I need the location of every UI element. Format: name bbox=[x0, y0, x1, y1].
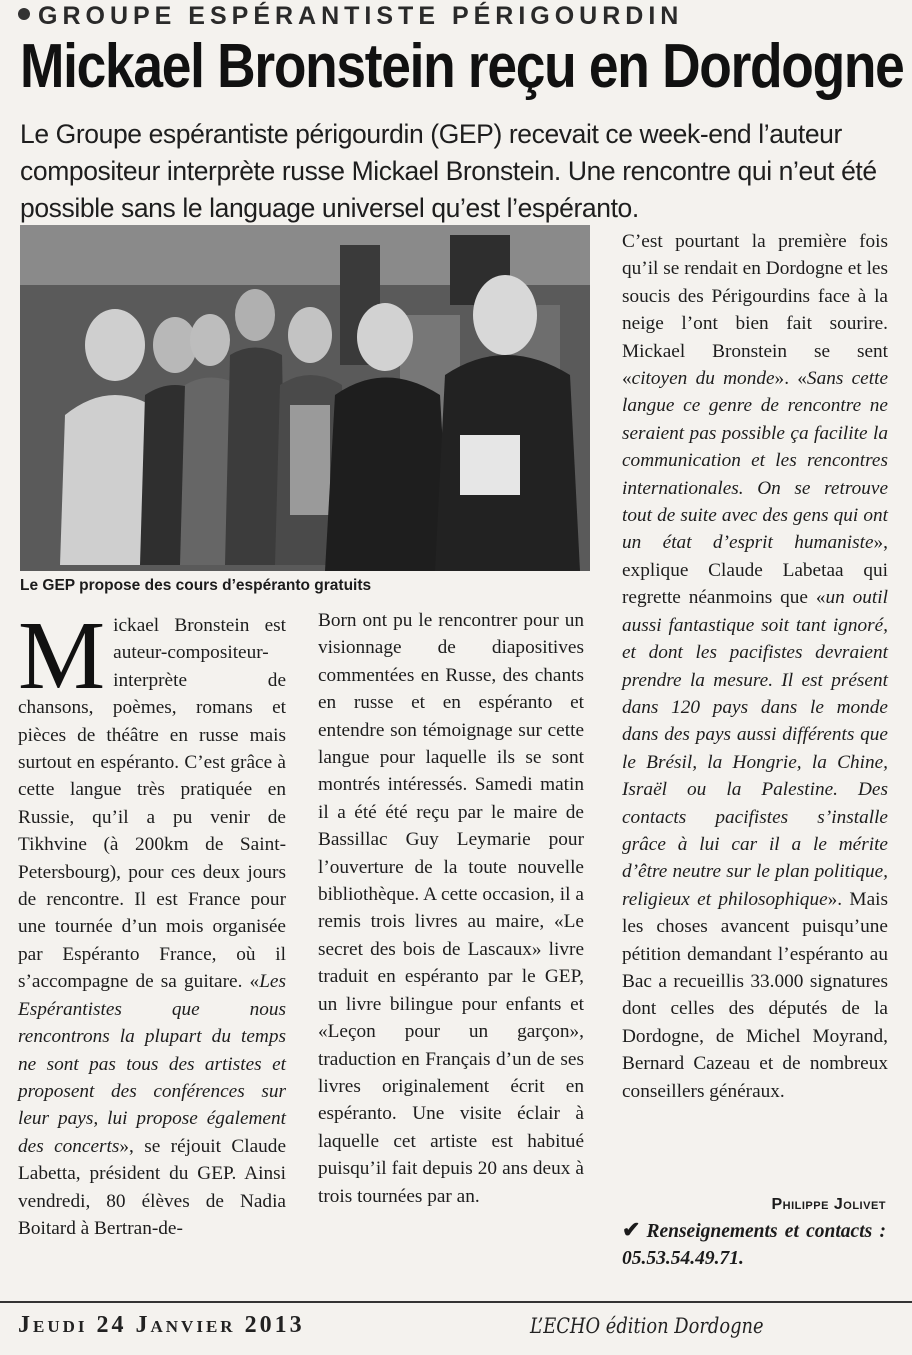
article-column-1 bbox=[18, 602, 286, 1242]
lead-paragraph: Le Groupe espérantiste périgourdin (GEP) recevait ce week-end l’auteur compositeur interprète russe Mickael Bronstein. Une rencontre qui n’eut été possible sans le language universel qu’est l’espéranto. bbox=[20, 119, 877, 223]
photo-illustration bbox=[20, 225, 590, 571]
kicker-text: GROUPE ESPÉRANTISTE PÉRIGOURDIN bbox=[38, 2, 684, 30]
photo-caption: Le GEP propose des cours d’espéranto gratuits bbox=[20, 577, 372, 594]
bullet-dot-icon bbox=[18, 8, 30, 20]
column-2-text: Born ont pu le rencontrer pour un visionnage de diapositives commentées en Russe, des chants en russe et en espéranto et entendre son témoignage sur cette langue pour laquelle ils se sont montrés intéressés. Samedi matin il a été été reçu par le maire de Bassillac Guy Leymarie pour l’ouverture de la toute nouvelle bibliothèque. A cette occasion, il a remis trois livres au maire, «Le secret des bois de Lascaux» livre traduit en espéranto par le GEP, un livre bilingue pour enfants et «Leçon pour un garçon», traduction en Français d’un de ses livres originalement écrit en espéranto. Une visite éclair à laquelle cet artiste est habitué puisqu’il fait depuis 20 ans deux à trois tournées par an. bbox=[318, 610, 584, 1207]
contact-info bbox=[622, 1216, 886, 1272]
contact-info-text: Renseignements et contacts : 05.53.54.49.71. bbox=[622, 1221, 886, 1269]
column-3-text-c: », explique Claude Labetaa qui regrette néanmoins que « bbox=[622, 532, 888, 609]
publication-source: L’ECHO édition Dordogne bbox=[530, 1314, 764, 1338]
publication-date: Jeudi 24 Janvier 2013 bbox=[18, 1312, 305, 1338]
column-1-quote: Les Espérantistes que nous rencontrons la plupart du temps ne sont pas tous des artistes et proposent des conférences sur leur pays, lui propose également des concerts bbox=[18, 971, 286, 1157]
dropcap-letter: M bbox=[18, 602, 106, 710]
footer-divider bbox=[0, 1301, 912, 1303]
check-mark-icon: ✔ bbox=[622, 1217, 641, 1242]
column-3-quote-a: citoyen du monde bbox=[631, 368, 775, 390]
article-column-2 bbox=[318, 607, 584, 1210]
group-photo-image bbox=[20, 225, 590, 571]
kicker bbox=[18, 2, 683, 31]
column-3-text-b: ». « bbox=[774, 368, 807, 390]
column-3-quote-b: Sans cette langue ce genre de rencontre ne seraient pas possible ça facilite la communication et les rencontres internationales. On se retrouve tout de suite avec des gens qui ont un état d’esprit humaniste bbox=[622, 368, 889, 554]
column-3-text-a: C’est pourtant la première fois qu’il se rendait en Dordogne et les soucis des Périgourdins face à la neige l’ont bien fait sourire. Mickael Bronstein se sent « bbox=[622, 231, 888, 390]
article-column-3 bbox=[622, 228, 888, 1105]
headline: Mickael Bronstein reçu en Dordogne bbox=[20, 32, 904, 101]
column-1-text-b: », se réjouit Claude Labetta, président du GEP. Ainsi vendredi, 80 élèves de Nadia Boitard à Bertran-de- bbox=[18, 1135, 286, 1239]
column-1-text-a: ickael Bronstein est auteur-compositeur-interprète de chansons, poèmes, romans et pièces de théâtre en russe mais surtout en espéranto. C’est grâce à cette langue très pratiquée en Russie, qu’il a pu venir de Tikhvine (à 200km de Saint-Petersbourg), pour ces deux jours de rencontre. Il est France pour une tournée d’un mois organisée par Espéranto France, où il s’accompagne de sa guitare. « bbox=[18, 615, 286, 993]
author-signature: Philippe Jolivet bbox=[771, 1196, 886, 1213]
column-3-quote-c: un outil aussi fantastique soit tant ignoré, et dont les pacifistes devraient prendre la mesure. Il est présent dans 120 pays dans le monde dans des pays aussi différents que le Brésil, la Hongrie, la Chine, Israël ou la Palestine. Des contacts pacifistes s’installe grâce à lui car il a le mérite d’être neutre sur le plan politique, religieux et philosophique bbox=[622, 587, 888, 910]
column-3-text-d: ». Mais les choses avancent puisqu’une pétition demandant l’espéranto au Bac a recueillis 33.000 signatures dont celles des députés de la Dordogne, de Michel Moyrand, Bernard Cazeau et de nombreux conseillers généraux. bbox=[622, 888, 888, 1102]
